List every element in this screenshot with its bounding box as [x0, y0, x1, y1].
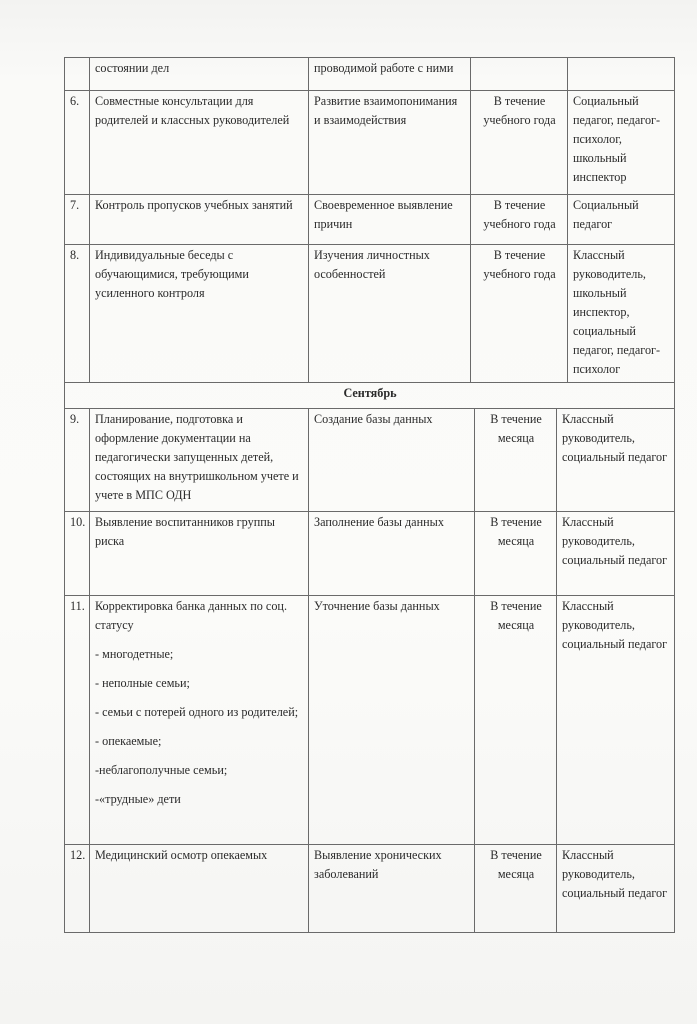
table-row — [65, 58, 675, 91]
table-row — [65, 91, 675, 195]
plan-table-upper — [64, 57, 675, 409]
responsible-cell: Социальный педагог — [568, 195, 675, 245]
activity-cell: Выявление воспитанников группы риска — [90, 512, 309, 596]
table-row — [65, 512, 675, 596]
period-cell: В течение месяца — [475, 409, 557, 512]
activity-line: - неполные семьи; — [95, 676, 190, 690]
goal-cell: Развитие взаимопонимания и взаимодействия — [309, 91, 471, 195]
row-number: 7. — [65, 195, 90, 245]
plan-table-lower — [64, 408, 675, 933]
period-cell: В течение месяца — [475, 512, 557, 596]
month-header: Сентябрь — [65, 383, 675, 409]
activity-cell: состоянии дел — [90, 58, 309, 91]
period-cell: В течение учебного года — [471, 91, 568, 195]
period-cell: В течение месяца — [475, 845, 557, 933]
row-number: 9. — [65, 409, 90, 512]
activity-cell — [90, 596, 309, 845]
activity-line: Корректировка банка данных по соц. статусу — [95, 599, 287, 632]
row-number: 12. — [65, 845, 90, 933]
responsible-cell: Классный руководитель, школьный инспектор, социальный педагог, педагог-психолог — [568, 245, 675, 383]
responsible-cell: Классный руководитель, социальный педагог — [557, 845, 675, 933]
activity-line: - опекаемые; — [95, 734, 162, 748]
responsible-cell — [568, 58, 675, 91]
period-cell: В течение учебного года — [471, 245, 568, 383]
responsible-cell: Социальный педагог, педагог-психолог, школьный инспектор — [568, 91, 675, 195]
table-row — [65, 596, 675, 845]
activity-cell: Индивидуальные беседы с обучающимися, требующими усиленного контроля — [90, 245, 309, 383]
activity-line: - многодетные; — [95, 647, 174, 661]
responsible-cell: Классный руководитель, социальный педагог — [557, 512, 675, 596]
row-number: 8. — [65, 245, 90, 383]
period-cell: В течение месяца — [475, 596, 557, 845]
responsible-cell: Классный руководитель, социальный педагог — [557, 596, 675, 845]
row-number: 6. — [65, 91, 90, 195]
goal-cell: проводимой работе с ними — [309, 58, 471, 91]
table-row — [65, 845, 675, 933]
goal-cell: Выявление хронических заболеваний — [309, 845, 475, 933]
table-row — [65, 195, 675, 245]
activity-line: - семьи с потерей одного из родителей; — [95, 705, 299, 719]
goal-cell: Заполнение базы данных — [309, 512, 475, 596]
goal-cell: Уточнение базы данных — [309, 596, 475, 845]
month-row — [65, 383, 675, 409]
activity-line: -«трудные» дети — [95, 792, 181, 806]
goal-cell: Своевременное выявление причин — [309, 195, 471, 245]
goal-cell: Изучения личностных особенностей — [309, 245, 471, 383]
row-number — [65, 58, 90, 91]
period-cell: В течение учебного года — [471, 195, 568, 245]
table-row — [65, 409, 675, 512]
activity-cell: Медицинский осмотр опекаемых — [90, 845, 309, 933]
period-cell — [471, 58, 568, 91]
goal-cell: Создание базы данных — [309, 409, 475, 512]
responsible-cell: Классный руководитель, социальный педагог — [557, 409, 675, 512]
activity-cell: Планирование, подготовка и оформление документации на педагогически запущенных детей, состоящих на внутришкольном учете и учете в МПС ОДН — [90, 409, 309, 512]
row-number: 11. — [65, 596, 90, 845]
activity-cell: Совместные консультации для родителей и классных руководителей — [90, 91, 309, 195]
activity-line: -неблагополучные семьи; — [95, 763, 228, 777]
activity-cell: Контроль пропусков учебных занятий — [90, 195, 309, 245]
row-number: 10. — [65, 512, 90, 596]
table-row — [65, 245, 675, 383]
